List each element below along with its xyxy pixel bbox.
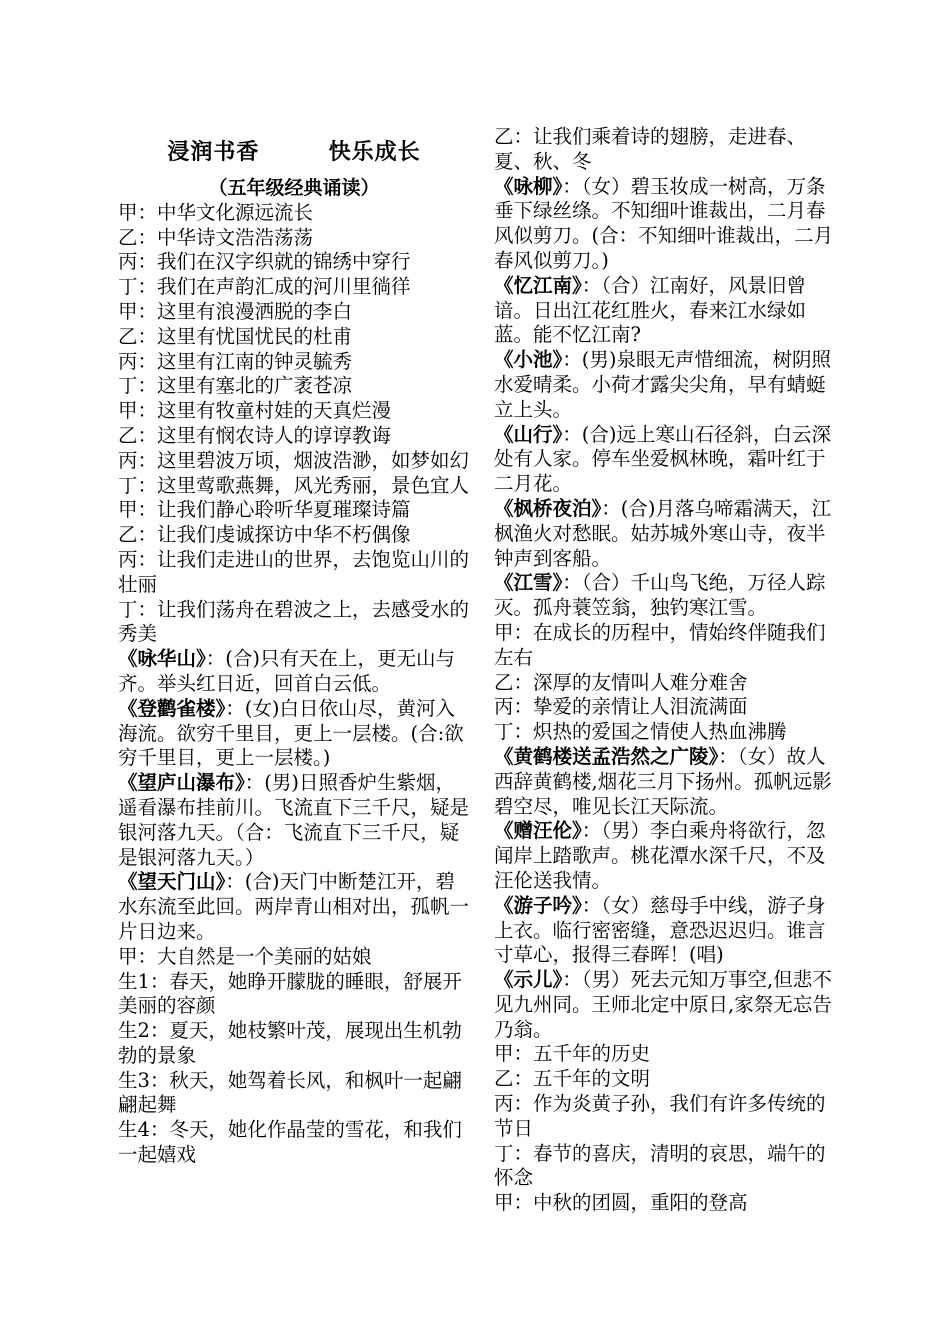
script-line bbox=[118, 325, 470, 350]
script-line bbox=[494, 695, 844, 720]
line-text: 丁：炽热的爱国之情使人热血沸腾 bbox=[494, 720, 787, 744]
line-text: ：（合）江南好，风景旧曾谙。日出江花红胜火，春来江水绿如蓝。能不忆江南? bbox=[494, 273, 807, 347]
line-text: ：(合)月落乌啼霜满天，江枫渔火对愁眠。姑苏城外寒山寺，夜半钟声到客船。 bbox=[494, 496, 831, 570]
script-line bbox=[118, 474, 470, 499]
line-text: 丁：春节的喜庆，清明的哀思，端午的怀念 bbox=[494, 1141, 826, 1190]
poem-entry bbox=[494, 175, 844, 274]
script-line bbox=[494, 1067, 844, 1092]
line-text: 乙：这里有悯农诗人的谆谆教诲 bbox=[118, 423, 392, 447]
poem-entry bbox=[494, 497, 844, 571]
line-text: 甲：大自然是一个美丽的姑娘 bbox=[118, 944, 372, 968]
script-line bbox=[118, 598, 470, 648]
line-text: 丙：我们在汉字织就的锦绣中穿行 bbox=[118, 250, 411, 274]
line-text: ：(男)日照香炉生紫烟，遥看瀑布挂前川。飞流直下三千尺，疑是银河落九天。（合：飞流直下三千尺，疑是银河落九天。） bbox=[118, 771, 470, 869]
script-line bbox=[494, 720, 844, 745]
poem-entry bbox=[118, 697, 470, 771]
script-line bbox=[118, 523, 470, 548]
line-text: 丙：这里碧波万顷，烟波浩渺，如梦如幻 bbox=[118, 448, 470, 472]
script-line bbox=[494, 1092, 844, 1142]
line-text: 乙：让我们乘着诗的翅膀，走进春、夏、秋、冬 bbox=[494, 125, 807, 173]
line-text: 丁：这里有塞北的广袤苍凉 bbox=[118, 374, 353, 398]
right-lines bbox=[494, 125, 844, 1216]
line-text: 丁：这里莺歌燕舞，风光秀丽，景色宜人 bbox=[118, 473, 470, 497]
line-text: 生1：春天，她睁开朦胧的睡眼，舒展开美丽的容颜 bbox=[118, 969, 462, 1018]
poem-title: 《游子吟》 bbox=[494, 893, 582, 917]
poem-title: 《忆江南》 bbox=[494, 273, 582, 297]
script-line bbox=[118, 970, 470, 1020]
line-text: 乙：五千年的文明 bbox=[494, 1067, 651, 1091]
poem-entry bbox=[118, 771, 470, 870]
line-text: ：（男）死去元知万事空,但悲不见九州同。王师北定中原日,家祭无忘告乃翁。 bbox=[494, 968, 832, 1041]
line-text: 甲：在成长的历程中，情始终伴随我们左右 bbox=[494, 620, 826, 669]
line-text: ：（男）李白乘舟将欲行，忽闻岸上踏歌声。桃花潭水深千尺，不及汪伦送我情。 bbox=[494, 819, 826, 892]
script-line bbox=[118, 226, 470, 251]
line-text: ：(男)泉眼无声惜细流，树阴照水爱晴柔。小荷才露尖尖角，早有蜻蜓立上头。 bbox=[494, 348, 831, 421]
script-line bbox=[118, 424, 470, 449]
line-text: 甲：中华文化源远流长 bbox=[118, 200, 314, 224]
poem-title: 《咏柳》 bbox=[494, 174, 563, 198]
line-text: ：(合)远上寒山石径斜，白云深处有人家。停车坐爱枫林晚，霜叶红于二月花。 bbox=[494, 422, 831, 496]
page-subtitle: （五年级经典诵读） bbox=[208, 177, 380, 199]
poem-entry bbox=[494, 894, 844, 968]
line-text: 甲：这里有牧童村娃的天真烂漫 bbox=[118, 399, 392, 423]
line-text: ：（女）碧玉妆成一树高，万条垂下绿丝绦。不知细叶谁裁出，二月春风似剪刀。(合：不知细叶谁裁出，二月春风似剪刀。) bbox=[494, 174, 834, 272]
poem-entry bbox=[118, 870, 470, 944]
script-line bbox=[118, 945, 470, 970]
script-line bbox=[118, 250, 470, 275]
script-line bbox=[118, 498, 470, 523]
line-text: 丙：作为炎黄子孙，我们有许多传统的节日 bbox=[494, 1092, 826, 1140]
poem-title: 《赠汪伦》 bbox=[494, 819, 582, 843]
script-line bbox=[118, 300, 470, 325]
script-line bbox=[118, 1118, 470, 1168]
script-line bbox=[118, 201, 470, 226]
poem-title: 《江雪》 bbox=[494, 571, 563, 595]
left-lines bbox=[118, 201, 470, 1168]
line-text: ：（女）慈母手中线，游子身上衣。临行密密缝，意恐迟迟归。谁言寸草心，报得三春晖！(唱) bbox=[494, 893, 826, 967]
poem-entry bbox=[494, 571, 844, 621]
poem-entry bbox=[118, 647, 470, 697]
line-text: ：(合)只有天在上，更无山与齐。举头红日近，回首白云低。 bbox=[118, 647, 455, 695]
poem-title: 《示儿》 bbox=[494, 968, 563, 992]
line-text: 生3：秋天，她驾着长风，和枫叶一起翩翩起舞 bbox=[118, 1068, 462, 1117]
poem-entry bbox=[494, 819, 844, 893]
line-text: 乙：让我们虔诚探访中华不朽偶像 bbox=[118, 523, 411, 547]
poem-entry bbox=[494, 348, 844, 422]
script-line bbox=[494, 1191, 844, 1216]
line-text: 丁：我们在声韵汇成的河川里徜徉 bbox=[118, 275, 411, 299]
line-text: 甲：五千年的历史 bbox=[494, 1042, 651, 1066]
poem-title: 《咏华山》 bbox=[118, 647, 206, 671]
right-column bbox=[494, 125, 844, 1216]
script-line bbox=[118, 449, 470, 474]
poem-title: 《望庐山瀑布》 bbox=[118, 771, 245, 795]
script-line bbox=[494, 125, 844, 175]
line-text: 丙：让我们走进山的世界，去饱览山川的壮丽 bbox=[118, 547, 470, 596]
line-text: 生4：冬天，她化作晶莹的雪花，和我们一起嬉戏 bbox=[118, 1118, 462, 1167]
poem-title: 《登鹳雀楼》 bbox=[118, 696, 226, 720]
poem-title: 《小池》 bbox=[494, 348, 563, 372]
page-title: 浸润书香 快乐成长 bbox=[167, 140, 421, 165]
line-text: 甲：让我们静心聆听华夏璀璨诗篇 bbox=[118, 498, 411, 522]
line-text: 乙：深厚的友情叫人难分难舍 bbox=[494, 670, 748, 694]
poem-title: 《枫桥夜泊》 bbox=[494, 496, 602, 520]
script-line bbox=[118, 374, 470, 399]
line-text: 乙：这里有忧国忧民的杜甫 bbox=[118, 324, 353, 348]
script-line bbox=[118, 275, 470, 300]
line-text: 丁：让我们荡舟在碧波之上，去感受水的秀美 bbox=[118, 597, 470, 646]
script-line bbox=[118, 399, 470, 424]
script-line bbox=[118, 1019, 470, 1069]
script-line bbox=[494, 621, 844, 671]
script-line bbox=[494, 1142, 844, 1192]
line-text: ：（合）千山鸟飞绝，万径人踪灭。孤舟蓑笠翁，独钓寒江雪。 bbox=[494, 571, 826, 620]
line-text: ：(合)天门中断楚江开，碧水东流至此回。两岸青山相对出，孤帆一片日边来。 bbox=[118, 870, 470, 943]
line-text: 乙：中华诗文浩浩荡荡 bbox=[118, 225, 314, 249]
line-text: 生2：夏天，她枝繁叶茂，展现出生机勃勃的景象 bbox=[118, 1019, 462, 1067]
script-line bbox=[118, 548, 470, 598]
script-line bbox=[118, 350, 470, 375]
poem-title: 《山行》 bbox=[494, 422, 563, 446]
left-column bbox=[118, 138, 470, 1168]
poem-entry bbox=[494, 968, 844, 1042]
line-text: ：（女）故人西辞黄鹤楼,烟花三月下扬州。孤帆远影碧空尽，唯见长江天际流。 bbox=[494, 744, 832, 818]
line-text: 丙：这里有江南的钟灵毓秀 bbox=[118, 349, 353, 373]
line-text: 丙：挚爱的亲情让人泪流满面 bbox=[494, 695, 748, 719]
line-text: ：(女)白日依山尽，黄河入海流。欲穷千里目，更上一层楼。(合:欲穷千里目，更上一层楼。) bbox=[118, 696, 464, 770]
line-text: 甲：这里有浪漫洒脱的李白 bbox=[118, 299, 353, 323]
poem-entry bbox=[494, 423, 844, 497]
poem-entry bbox=[494, 274, 844, 348]
line-text: 甲：中秋的团圆，重阳的登高 bbox=[494, 1191, 748, 1215]
poem-title: 《黄鹤楼送孟浩然之广陵》 bbox=[494, 744, 719, 768]
script-line bbox=[118, 1069, 470, 1119]
poem-title: 《望天门山》 bbox=[118, 870, 226, 894]
script-line bbox=[494, 671, 844, 696]
script-line bbox=[494, 1042, 844, 1067]
poem-entry bbox=[494, 745, 844, 819]
